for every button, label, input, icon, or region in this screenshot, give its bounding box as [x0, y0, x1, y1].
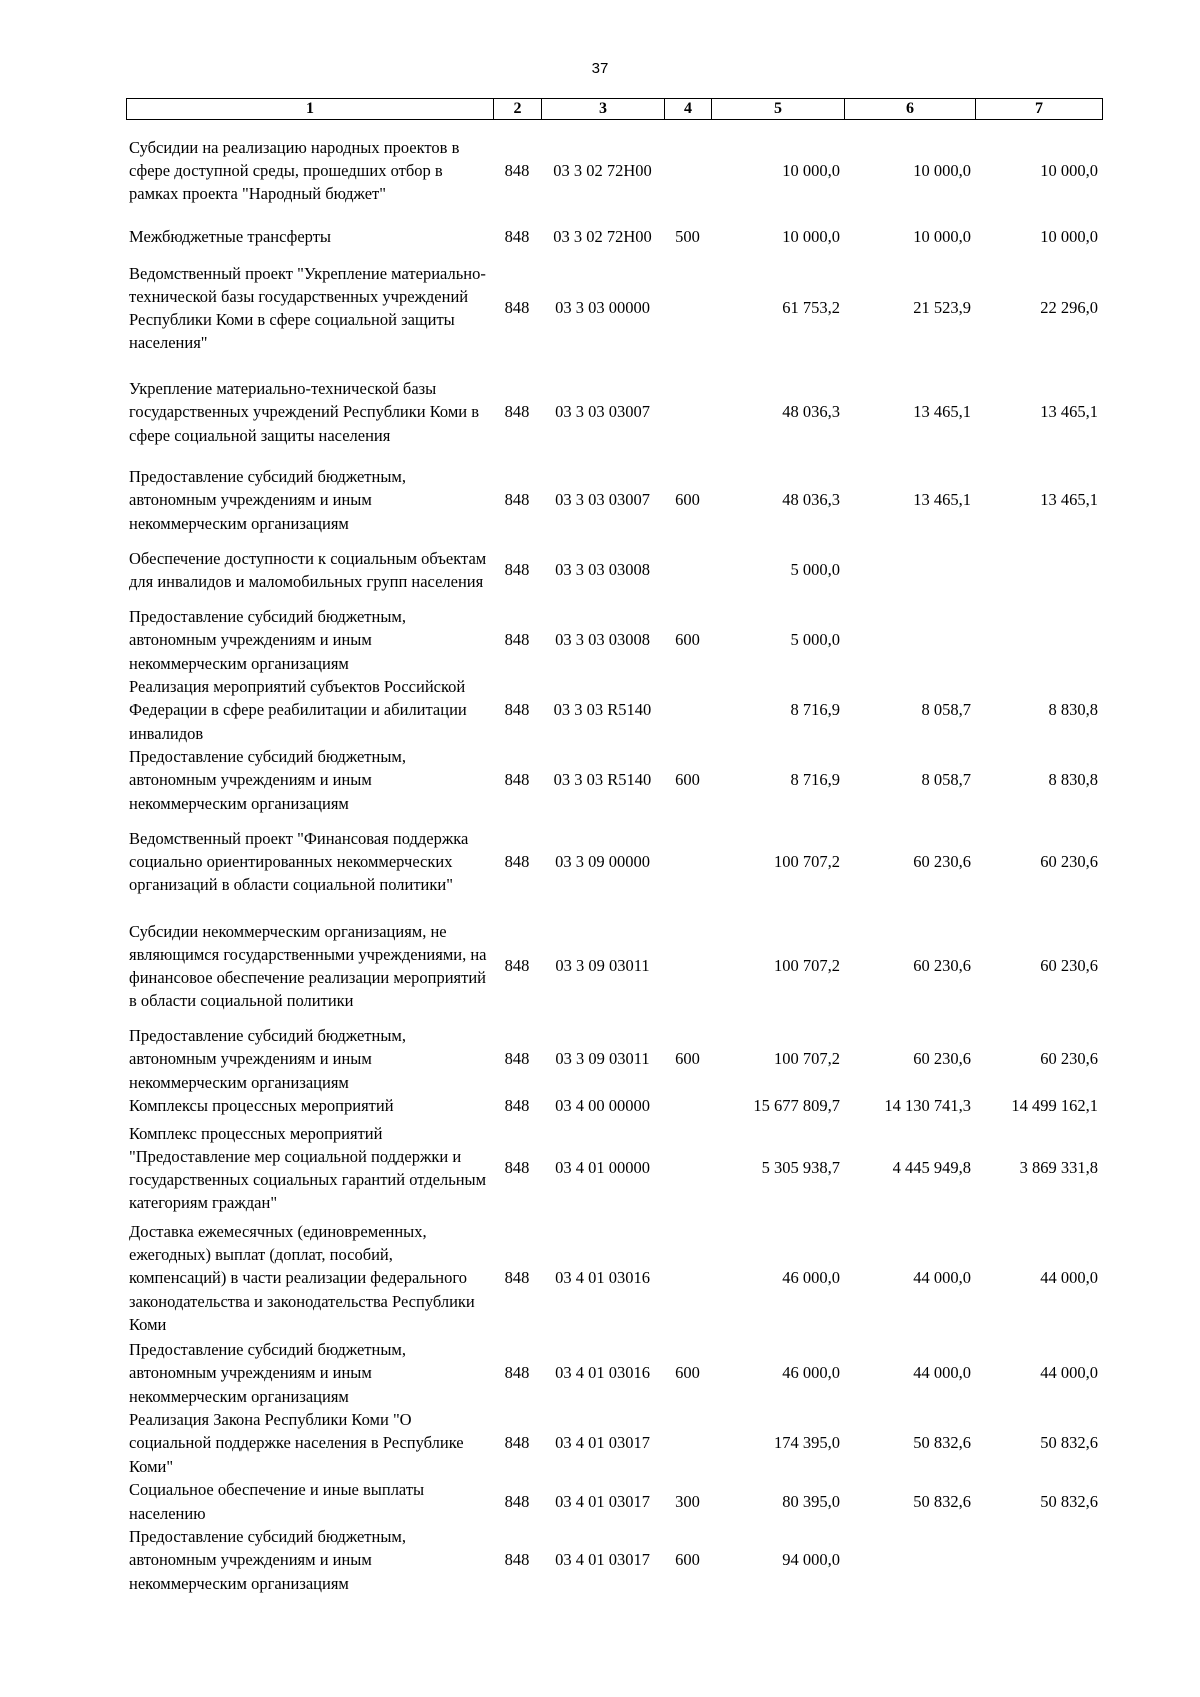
row-expense-type	[664, 1094, 711, 1118]
row-code: 848	[504, 1096, 530, 1116]
row-expense-type: 600	[675, 630, 700, 650]
row-value-5: 46 000,0	[782, 1268, 840, 1288]
row-value-5: 15 677 809,7	[753, 1096, 840, 1116]
row-value-6: 44 000,0	[913, 1268, 971, 1288]
row-target-code: 03 3 03 R5140	[553, 700, 652, 720]
column-header-7: 7	[976, 99, 1103, 120]
row-value-5: 8 716,9	[790, 770, 840, 790]
row-expense-type	[664, 908, 711, 1024]
row-target-code: 03 3 02 72Н00	[553, 160, 652, 180]
row-value-7: 60 230,6	[1040, 1049, 1098, 1069]
row-code: 848	[504, 490, 530, 510]
row-target-code: 03 4 01 03016	[555, 1363, 650, 1383]
row-name: Предоставление субсидий бюджетным, автономным учреждениям и иным некоммерческим организациям	[129, 467, 406, 533]
row-value-5: 8 716,9	[790, 700, 840, 720]
row-value-7: 22 296,0	[1040, 298, 1098, 318]
table-row	[126, 605, 1102, 675]
row-expense-type	[664, 815, 711, 908]
row-code: 848	[504, 1363, 530, 1383]
row-expense-type	[664, 359, 711, 465]
row-expense-type: 600	[675, 770, 700, 790]
column-header-4: 4	[665, 99, 712, 120]
row-name: Ведомственный проект "Финансовая поддержка социально ориентированных некоммерческих организаций в области социальной политики"	[129, 828, 469, 895]
row-value-7: 14 499 162,1	[1011, 1096, 1098, 1116]
row-name: Предоставление субсидий бюджетным, автономным учреждениям и иным некоммерческим организациям	[129, 1340, 406, 1406]
row-value-7	[975, 605, 1102, 675]
row-value-7: 8 830,8	[1048, 700, 1098, 720]
table-row	[126, 1525, 1102, 1595]
table-row	[126, 257, 1102, 359]
row-value-7: 50 832,6	[1040, 1433, 1098, 1453]
table-row	[126, 124, 1102, 217]
row-expense-type: 600	[675, 1363, 700, 1383]
row-value-6: 50 832,6	[913, 1433, 971, 1453]
row-expense-type	[664, 1408, 711, 1478]
table-row	[126, 1478, 1102, 1525]
table-row	[126, 1408, 1102, 1478]
table-row	[126, 217, 1102, 257]
row-value-6	[844, 1525, 975, 1595]
table-header	[126, 98, 1103, 120]
row-target-code: 03 4 01 03017	[555, 1550, 650, 1570]
table-row	[126, 1218, 1102, 1338]
page-number: 37	[591, 60, 609, 77]
row-value-6: 8 058,7	[921, 700, 971, 720]
row-name: Предоставление субсидий бюджетным, автономным учреждениям и иным некоммерческим организациям	[129, 747, 406, 813]
row-target-code: 03 3 02 72Н00	[553, 227, 652, 247]
row-value-5: 174 395,0	[774, 1433, 840, 1453]
row-name: Обеспечение доступности к социальным объектам для инвалидов и маломобильных групп населения	[129, 548, 487, 591]
row-value-6: 21 523,9	[913, 298, 971, 318]
row-code: 848	[504, 227, 530, 247]
budget-table	[126, 124, 1102, 1595]
row-code: 848	[504, 160, 530, 180]
row-value-5: 10 000,0	[782, 160, 840, 180]
row-target-code: 03 3 03 03007	[555, 490, 650, 510]
column-header-2: 2	[494, 99, 542, 120]
row-code: 848	[504, 298, 530, 318]
column-header-6: 6	[845, 99, 976, 120]
row-value-7: 13 465,1	[1040, 490, 1098, 510]
row-name: Социальное обеспечение и иные выплаты населению	[129, 1480, 425, 1523]
row-value-6: 44 000,0	[913, 1363, 971, 1383]
row-value-5: 5 305 938,7	[761, 1158, 840, 1178]
row-target-code: 03 4 01 00000	[555, 1158, 650, 1178]
row-value-7: 44 000,0	[1040, 1268, 1098, 1288]
row-expense-type: 600	[675, 1550, 700, 1570]
row-expense-type: 600	[675, 1049, 700, 1069]
row-name: Предоставление субсидий бюджетным, автономным учреждениям и иным некоммерческим организациям	[129, 607, 406, 673]
row-target-code: 03 3 03 03008	[555, 560, 650, 580]
row-value-7: 3 869 331,8	[1019, 1158, 1098, 1178]
row-value-6: 13 465,1	[913, 402, 971, 422]
row-value-7: 10 000,0	[1040, 160, 1098, 180]
table-row	[126, 535, 1102, 605]
row-target-code: 03 4 00 00000	[555, 1096, 650, 1116]
row-name: Межбюджетные трансферты	[129, 227, 332, 247]
row-value-6	[844, 535, 975, 605]
column-header-3: 3	[542, 99, 665, 120]
table-row	[126, 359, 1102, 465]
row-target-code: 03 3 03 03007	[555, 402, 650, 422]
row-name: Ведомственный проект "Укрепление материально-технической базы государственных учреждений Республики Коми в сфере социальной защиты населения"	[129, 263, 486, 353]
row-value-5: 48 036,3	[782, 402, 840, 422]
table-row	[126, 1094, 1102, 1118]
row-value-6: 50 832,6	[913, 1491, 971, 1511]
row-value-5: 46 000,0	[782, 1363, 840, 1383]
row-name: Предоставление субсидий бюджетным, автономным учреждениям и иным некоммерческим организациям	[129, 1527, 406, 1593]
row-name: Реализация мероприятий субъектов Российской Федерации в сфере реабилитации и абилитации инвалидов	[129, 677, 467, 743]
row-code: 848	[504, 1158, 530, 1178]
row-value-6: 60 230,6	[913, 956, 971, 976]
row-expense-type	[664, 124, 711, 217]
table-row	[126, 1338, 1102, 1408]
row-target-code: 03 3 03 03008	[555, 630, 650, 650]
row-value-5: 100 707,2	[774, 851, 840, 871]
table-row	[126, 1118, 1102, 1218]
row-value-5: 5 000,0	[790, 560, 840, 580]
row-name: Комплексы процессных мероприятий	[129, 1096, 394, 1116]
row-code: 848	[504, 956, 530, 976]
row-value-7: 8 830,8	[1048, 770, 1098, 790]
row-name: Субсидии на реализацию народных проектов в сфере доступной среды, прошедших отбор в рамках проекта "Народный бюджет"	[129, 137, 460, 204]
row-value-6: 10 000,0	[913, 227, 971, 247]
row-value-6: 13 465,1	[913, 490, 971, 510]
row-code: 848	[504, 1433, 530, 1453]
table-row	[126, 1024, 1102, 1094]
row-target-code: 03 4 01 03016	[555, 1268, 650, 1288]
row-name: Предоставление субсидий бюджетным, автономным учреждениям и иным некоммерческим организациям	[129, 1026, 406, 1092]
row-value-5: 94 000,0	[782, 1550, 840, 1570]
row-target-code: 03 3 09 03011	[555, 956, 650, 976]
row-code: 848	[504, 560, 530, 580]
row-expense-type: 600	[675, 490, 700, 510]
table-row	[126, 465, 1102, 535]
row-value-5: 48 036,3	[782, 490, 840, 510]
row-value-6	[844, 605, 975, 675]
row-expense-type	[664, 257, 711, 359]
row-code: 848	[504, 402, 530, 422]
row-value-7: 60 230,6	[1040, 956, 1098, 976]
row-value-7: 60 230,6	[1040, 851, 1098, 871]
column-header-5: 5	[712, 99, 845, 120]
row-expense-type	[664, 535, 711, 605]
row-target-code: 03 4 01 03017	[555, 1433, 650, 1453]
row-value-5: 10 000,0	[782, 227, 840, 247]
row-value-6: 14 130 741,3	[884, 1096, 971, 1116]
row-code: 848	[504, 1550, 530, 1570]
row-value-5: 5 000,0	[790, 630, 840, 650]
row-code: 848	[504, 851, 530, 871]
table-row	[126, 908, 1102, 1024]
table-row	[126, 675, 1102, 745]
row-value-5: 100 707,2	[774, 1049, 840, 1069]
column-header-1: 1	[127, 99, 494, 120]
row-value-7: 13 465,1	[1040, 402, 1098, 422]
row-name: Комплекс процессных мероприятий "Предоставление мер социальной поддержки и государственных социальных гарантий отдельным категориям граждан"	[129, 1123, 487, 1213]
row-value-7	[975, 1525, 1102, 1595]
row-value-5: 100 707,2	[774, 956, 840, 976]
row-value-5: 80 395,0	[782, 1491, 840, 1511]
row-expense-type	[664, 1118, 711, 1218]
row-value-6: 60 230,6	[913, 851, 971, 871]
row-expense-type	[664, 1218, 711, 1338]
row-value-7	[975, 535, 1102, 605]
row-target-code: 03 3 03 R5140	[553, 770, 652, 790]
row-code: 848	[504, 1268, 530, 1288]
row-target-code: 03 3 09 03011	[555, 1049, 650, 1069]
row-value-5: 61 753,2	[782, 298, 840, 318]
row-target-code: 03 4 01 03017	[555, 1491, 650, 1511]
row-value-7: 10 000,0	[1040, 227, 1098, 247]
row-code: 848	[504, 770, 530, 790]
row-value-7: 44 000,0	[1040, 1363, 1098, 1383]
row-expense-type	[664, 675, 711, 745]
row-value-6: 4 445 949,8	[892, 1158, 971, 1178]
table-row	[126, 745, 1102, 815]
row-expense-type: 300	[675, 1491, 700, 1511]
row-name: Реализация Закона Республики Коми "О социальной поддержке населения в Республике Коми"	[129, 1410, 464, 1476]
row-code: 848	[504, 630, 530, 650]
row-code: 848	[504, 1049, 530, 1069]
row-value-6: 10 000,0	[913, 160, 971, 180]
row-name: Укрепление материально-технической базы государственных учреждений Республики Коми в сфере социальной защиты населения	[129, 379, 480, 445]
row-value-6: 8 058,7	[921, 770, 971, 790]
row-name: Субсидии некоммерческим организациям, не являющимся государственными учреждениями, на финансовое обеспечение реализации мероприятий в области социальной политики	[129, 921, 487, 1011]
row-target-code: 03 3 09 00000	[555, 851, 650, 871]
row-expense-type: 500	[675, 227, 700, 247]
row-name: Доставка ежемесячных (единовременных, ежегодных) выплат (доплат, пособий, компенсаций) в части реализации федерального законодательства и законодательства Республики Коми	[129, 1221, 475, 1334]
table-row	[126, 815, 1102, 908]
row-value-7: 50 832,6	[1040, 1491, 1098, 1511]
row-target-code: 03 3 03 00000	[555, 298, 650, 318]
row-value-6: 60 230,6	[913, 1049, 971, 1069]
row-code: 848	[504, 1491, 530, 1511]
row-code: 848	[504, 700, 530, 720]
